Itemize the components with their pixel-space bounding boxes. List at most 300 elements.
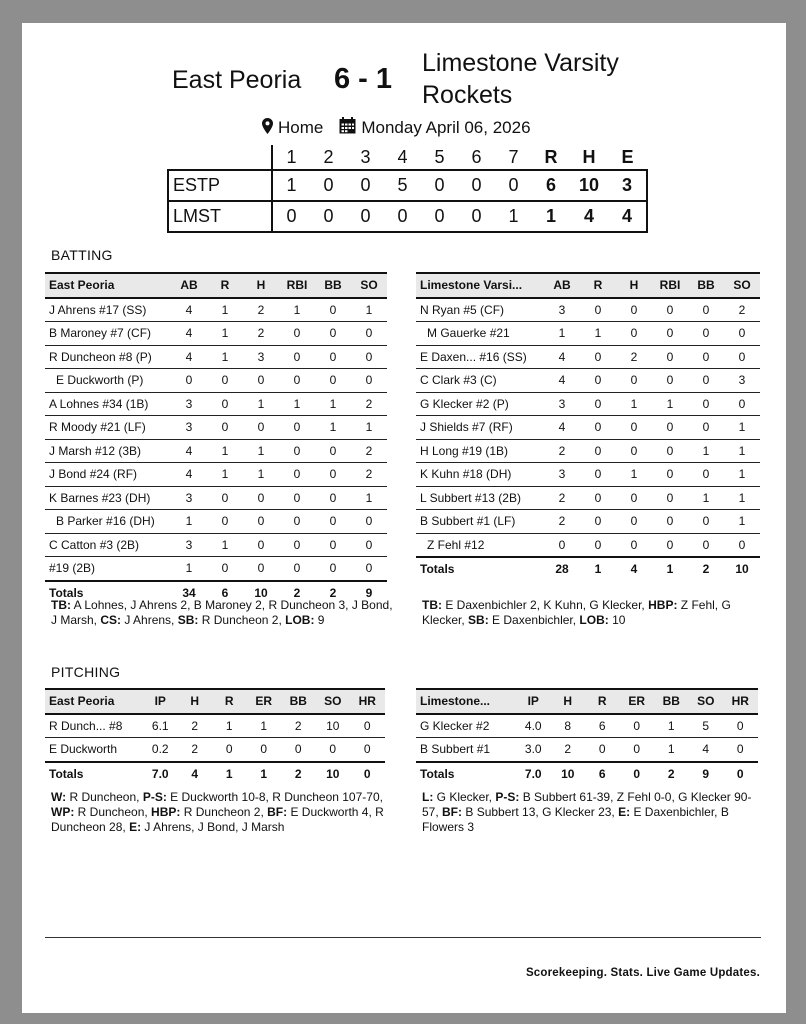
stat-hr: 0 (723, 714, 758, 738)
player-name: G Klecker #2 (416, 714, 516, 738)
stat-bb: 0 (688, 392, 724, 416)
stat-er: 0 (620, 738, 655, 762)
stat-ab: 2 (544, 486, 580, 510)
stat-rbi: 1 (279, 298, 315, 322)
batting-col-h: H (243, 273, 279, 298)
batting-player-row (416, 510, 760, 534)
player-name: J Shields #7 (RF) (416, 416, 544, 440)
player-name: R Moody #21 (LF) (45, 416, 171, 440)
stat-so: 10 (316, 714, 351, 738)
batting-player-row (45, 463, 387, 487)
inning-score: 0 (347, 170, 384, 201)
pitching-totals-row (45, 762, 385, 786)
player-name: J Ahrens #17 (SS) (45, 298, 171, 322)
stat-bb: 0 (281, 738, 316, 762)
stat-so: 0 (351, 533, 387, 557)
stat-r: 0 (207, 510, 243, 534)
inning-score: 0 (310, 201, 347, 232)
inning-header-2: 2 (323, 146, 334, 167)
stat-bb: 0 (688, 298, 724, 322)
pitching-col-h: H (551, 689, 586, 714)
batting-col-h: H (616, 273, 652, 298)
stat-bb: 1 (315, 392, 351, 416)
total-so: 10 (316, 762, 351, 786)
stat-r: 1 (207, 345, 243, 369)
stat-ab: 3 (171, 486, 207, 510)
stat-ab: 2 (544, 510, 580, 534)
stat-r: 0 (580, 416, 616, 440)
player-name: N Ryan #5 (CF) (416, 298, 544, 322)
stat-bb: 0 (688, 322, 724, 346)
stat-r: 0 (585, 738, 620, 762)
footer-tagline: Scorekeeping. Stats. Live Game Updates. (525, 967, 760, 979)
stat-bb: 0 (688, 463, 724, 487)
stat-er: 0 (247, 738, 282, 762)
stat-ab: 4 (171, 345, 207, 369)
stat-bb: 1 (688, 486, 724, 510)
home-team-name: East Peoria (172, 66, 302, 94)
batting-header-row (45, 273, 387, 298)
batting-player-row (45, 369, 387, 393)
home-pitching-notes: W: R Duncheon, P-S: E Duckworth 10-8, R Duncheon 107-70, WP: R Duncheon, HBP: R Duncheon 2, BF: E Duckworth 4, R Duncheon 28, E: J Ahrens, J Bond, J Marsh (51, 790, 384, 834)
pitching-totals-row (416, 762, 758, 786)
inning-score: 1 (495, 201, 532, 232)
stat-bb: 0 (688, 369, 724, 393)
stat-r: 0 (580, 533, 616, 557)
batting-player-row (416, 392, 760, 416)
total-ip: 7.0 (516, 762, 551, 786)
stat-rbi: 0 (652, 322, 688, 346)
total-r: 6 (585, 762, 620, 786)
stat-r: 0 (580, 439, 616, 463)
inning-score: 0 (384, 201, 421, 232)
stat-r: 0 (207, 392, 243, 416)
total-r: 1 (580, 557, 616, 581)
stat-bb: 2 (281, 714, 316, 738)
batting-player-row (45, 298, 387, 322)
stat-r: 1 (207, 533, 243, 557)
stat-ab: 1 (171, 510, 207, 534)
runs-total: 1 (532, 201, 570, 232)
away-batting-notes: TB: E Daxenbichler 2, K Kuhn, G Klecker, HBP: Z Fehl, G Klecker, SB: E Daxenbichler, LOB: 10 (422, 598, 731, 627)
total-h: 10 (243, 581, 279, 605)
batting-team-header: Limestone Varsi... (416, 273, 544, 298)
map-pin-icon (262, 118, 273, 139)
stat-bb: 1 (688, 439, 724, 463)
stat-r: 0 (580, 345, 616, 369)
inning-score: 1 (272, 170, 310, 201)
stat-so: 0 (724, 392, 760, 416)
stat-h: 1 (616, 392, 652, 416)
stat-ab: 4 (544, 369, 580, 393)
stat-h: 2 (243, 322, 279, 346)
inning-score: 0 (310, 170, 347, 201)
away-batting-table (416, 272, 760, 581)
stat-so: 4 (689, 738, 724, 762)
stat-h: 0 (243, 369, 279, 393)
stat-h: 1 (616, 463, 652, 487)
batting-player-row (45, 322, 387, 346)
pitching-player-row (416, 738, 758, 762)
stat-ab: 4 (171, 322, 207, 346)
stat-so: 1 (351, 416, 387, 440)
stat-so: 1 (724, 463, 760, 487)
stat-ip: 3.0 (516, 738, 551, 762)
total-so: 9 (689, 762, 724, 786)
stat-bb: 0 (315, 439, 351, 463)
rhe-header-e: E (621, 146, 634, 167)
stat-ab: 1 (544, 322, 580, 346)
stat-ab: 3 (544, 392, 580, 416)
player-name: K Kuhn #18 (DH) (416, 463, 544, 487)
total-er: 1 (247, 762, 282, 786)
total-so: 9 (351, 581, 387, 605)
batting-player-row (45, 392, 387, 416)
stat-bb: 0 (688, 533, 724, 557)
batting-col-ab: AB (544, 273, 580, 298)
batting-player-row (416, 322, 760, 346)
stat-bb: 1 (315, 416, 351, 440)
stat-h: 2 (243, 298, 279, 322)
stat-bb: 1 (654, 714, 689, 738)
stat-ab: 3 (171, 416, 207, 440)
total-ab: 34 (171, 581, 207, 605)
stat-rbi: 0 (652, 345, 688, 369)
inning-score: 0 (458, 170, 495, 201)
stat-hr: 0 (723, 738, 758, 762)
stat-r: 0 (207, 486, 243, 510)
stat-bb: 1 (654, 738, 689, 762)
batting-player-row (45, 345, 387, 369)
inning-header-5: 5 (434, 146, 445, 167)
batting-col-rbi: RBI (652, 273, 688, 298)
stat-ab: 3 (544, 463, 580, 487)
stat-r: 0 (207, 416, 243, 440)
pitching-col-er: ER (620, 689, 655, 714)
stat-bb: 0 (315, 322, 351, 346)
batting-section-title: BATTING (51, 247, 113, 263)
pitching-col-ip: IP (516, 689, 551, 714)
stat-ab: 0 (544, 533, 580, 557)
stat-h: 0 (243, 416, 279, 440)
stat-so: 1 (724, 510, 760, 534)
hits-total: 10 (570, 170, 608, 201)
inning-score: 0 (458, 201, 495, 232)
hits-total: 4 (570, 201, 608, 232)
stat-h: 2 (616, 345, 652, 369)
stat-hr: 0 (350, 714, 385, 738)
batting-col-r: R (580, 273, 616, 298)
stat-rbi: 0 (652, 416, 688, 440)
stat-bb: 0 (315, 463, 351, 487)
total-so: 10 (724, 557, 760, 581)
batting-player-row (45, 416, 387, 440)
pitching-col-bb: BB (654, 689, 689, 714)
batting-player-row (45, 486, 387, 510)
stat-bb: 0 (315, 533, 351, 557)
total-bb: 2 (654, 762, 689, 786)
stat-r: 6 (585, 714, 620, 738)
batting-player-row (45, 439, 387, 463)
linescore-team-abbr: LMST (168, 201, 272, 232)
total-ip: 7.0 (143, 762, 178, 786)
stat-so: 0 (351, 510, 387, 534)
rhe-header-h: H (582, 146, 596, 167)
game-date: Monday April 06, 2026 (361, 118, 531, 137)
stat-rbi: 1 (652, 392, 688, 416)
stat-hr: 0 (350, 738, 385, 762)
player-name: Z Fehl #12 (416, 533, 544, 557)
stat-ab: 3 (544, 298, 580, 322)
stat-rbi: 0 (279, 510, 315, 534)
pitching-col-hr: HR (350, 689, 385, 714)
stat-ab: 0 (171, 369, 207, 393)
stat-rbi: 0 (279, 463, 315, 487)
stat-rbi: 0 (279, 416, 315, 440)
stat-r: 1 (207, 322, 243, 346)
player-name: B Maroney #7 (CF) (45, 322, 171, 346)
total-h: 4 (616, 557, 652, 581)
stat-ab: 4 (171, 298, 207, 322)
game-location: Home (278, 118, 324, 137)
stat-so: 2 (724, 298, 760, 322)
batting-player-row (416, 463, 760, 487)
pitching-col-r: R (212, 689, 247, 714)
stat-rbi: 0 (279, 533, 315, 557)
batting-player-row (416, 416, 760, 440)
total-er: 0 (620, 762, 655, 786)
stat-so: 0 (724, 345, 760, 369)
pitching-header-row (45, 689, 385, 714)
box-score-page (22, 23, 786, 1013)
runs-total: 6 (532, 170, 570, 201)
stat-rbi: 0 (279, 439, 315, 463)
player-name: E Daxen... #16 (SS) (416, 345, 544, 369)
total-ab: 28 (544, 557, 580, 581)
stat-bb: 0 (315, 345, 351, 369)
pitching-col-hr: HR (723, 689, 758, 714)
stat-rbi: 0 (652, 439, 688, 463)
linescore-header-row (168, 145, 647, 170)
stat-r: 1 (207, 439, 243, 463)
player-name: R Dunch... #8 (45, 714, 143, 738)
stat-h: 2 (551, 738, 586, 762)
inning-header-7: 7 (508, 146, 519, 167)
batting-player-row (416, 369, 760, 393)
stat-so: 2 (351, 439, 387, 463)
batting-player-row (416, 533, 760, 557)
stat-ip: 0.2 (143, 738, 178, 762)
stat-r: 0 (207, 369, 243, 393)
stat-r: 1 (207, 298, 243, 322)
stat-so: 0 (316, 738, 351, 762)
stat-so: 0 (351, 557, 387, 581)
inning-header-3: 3 (360, 146, 371, 167)
rhe-header-r: R (544, 146, 558, 167)
stat-rbi: 0 (652, 463, 688, 487)
stat-rbi: 0 (279, 486, 315, 510)
pitching-team-header: East Peoria (45, 689, 143, 714)
inning-score: 0 (421, 170, 458, 201)
stat-h: 0 (243, 557, 279, 581)
pitching-section-title: PITCHING (51, 664, 121, 680)
stat-so: 2 (351, 463, 387, 487)
stat-bb: 0 (315, 557, 351, 581)
stat-ab: 4 (544, 345, 580, 369)
inning-score: 0 (495, 170, 532, 201)
linescore-table (167, 145, 648, 233)
stat-so: 0 (351, 345, 387, 369)
batting-player-row (416, 298, 760, 322)
linescore-team-header (168, 145, 272, 170)
stat-bb: 0 (315, 486, 351, 510)
totals-label: Totals (45, 762, 143, 786)
home-batting-notes: TB: A Lohnes, J Ahrens 2, B Maroney 2, R Duncheon 3, J Bond, J Marsh, CS: J Ahrens, SB: R Duncheon 2, LOB: 9 (51, 598, 393, 627)
player-name: J Marsh #12 (3B) (45, 439, 171, 463)
stat-h: 2 (178, 714, 213, 738)
stat-so: 2 (351, 392, 387, 416)
player-name: J Bond #24 (RF) (45, 463, 171, 487)
player-name: A Lohnes #34 (1B) (45, 392, 171, 416)
stat-h: 3 (243, 345, 279, 369)
stat-bb: 0 (688, 345, 724, 369)
total-h: 10 (551, 762, 586, 786)
stat-bb: 0 (688, 416, 724, 440)
stat-h: 1 (243, 439, 279, 463)
batting-col-r: R (207, 273, 243, 298)
stat-bb: 0 (315, 298, 351, 322)
pitching-header-row (416, 689, 758, 714)
player-name: C Catton #3 (2B) (45, 533, 171, 557)
stat-r: 0 (212, 738, 247, 762)
stat-r: 0 (580, 298, 616, 322)
stat-r: 0 (580, 510, 616, 534)
home-batting-table (45, 272, 387, 604)
pitching-col-so: SO (689, 689, 724, 714)
batting-col-bb: BB (688, 273, 724, 298)
away-pitching-table (416, 688, 758, 785)
total-hr: 0 (723, 762, 758, 786)
total-bb: 2 (281, 762, 316, 786)
batting-player-row (45, 510, 387, 534)
total-rbi: 1 (652, 557, 688, 581)
stat-er: 0 (620, 714, 655, 738)
pitching-col-er: ER (247, 689, 282, 714)
away-pitching-notes: L: G Klecker, P-S: B Subbert 61-39, Z Fehl 0-0, G Klecker 90-57, BF: B Subbert 13, G Klecker 23, E: E Daxenbichler, B Flowers 3 (422, 790, 752, 834)
stat-h: 0 (616, 298, 652, 322)
player-name: R Duncheon #8 (P) (45, 345, 171, 369)
errors-total: 4 (608, 201, 647, 232)
linescore-row (168, 170, 647, 201)
away-team-name: Limestone Varsity Rockets (422, 49, 619, 109)
pitching-col-r: R (585, 689, 620, 714)
stat-so: 0 (724, 322, 760, 346)
player-name: K Barnes #23 (DH) (45, 486, 171, 510)
pitching-col-bb: BB (281, 689, 316, 714)
stat-so: 1 (724, 486, 760, 510)
stat-ab: 2 (544, 439, 580, 463)
final-score: 6 - 1 (334, 63, 393, 95)
errors-total: 3 (608, 170, 647, 201)
inning-header-6: 6 (471, 146, 482, 167)
stat-h: 0 (243, 510, 279, 534)
stat-so: 5 (689, 714, 724, 738)
stat-ab: 3 (171, 533, 207, 557)
batting-team-header: East Peoria (45, 273, 171, 298)
player-name: B Parker #16 (DH) (45, 510, 171, 534)
stat-h: 0 (616, 322, 652, 346)
stat-so: 1 (724, 439, 760, 463)
total-hr: 0 (350, 762, 385, 786)
stat-er: 1 (247, 714, 282, 738)
totals-label: Totals (416, 557, 544, 581)
pitching-col-h: H (178, 689, 213, 714)
batting-col-so: SO (351, 273, 387, 298)
total-r: 1 (212, 762, 247, 786)
stat-h: 2 (178, 738, 213, 762)
batting-col-so: SO (724, 273, 760, 298)
player-name: M Gauerke #21 (416, 322, 544, 346)
stat-ab: 4 (544, 416, 580, 440)
stat-rbi: 0 (652, 533, 688, 557)
stat-r: 0 (580, 392, 616, 416)
player-name: G Klecker #2 (P) (416, 392, 544, 416)
stat-h: 1 (243, 463, 279, 487)
stat-h: 0 (616, 439, 652, 463)
stat-rbi: 0 (652, 369, 688, 393)
stat-r: 1 (207, 463, 243, 487)
stat-h: 0 (243, 486, 279, 510)
stat-rbi: 0 (652, 510, 688, 534)
player-name: C Clark #3 (C) (416, 369, 544, 393)
player-name: L Subbert #13 (2B) (416, 486, 544, 510)
batting-player-row (45, 533, 387, 557)
stat-r: 0 (580, 463, 616, 487)
inning-score: 0 (421, 201, 458, 232)
stat-r: 0 (580, 369, 616, 393)
inning-score: 0 (347, 201, 384, 232)
stat-h: 0 (616, 416, 652, 440)
stat-ip: 4.0 (516, 714, 551, 738)
batting-header-row (416, 273, 760, 298)
batting-totals-row (416, 557, 760, 581)
inning-score: 5 (384, 170, 421, 201)
game-meta (262, 117, 531, 139)
stat-r: 1 (212, 714, 247, 738)
player-name: E Duckworth (P) (45, 369, 171, 393)
stat-h: 0 (616, 510, 652, 534)
stat-rbi: 0 (652, 486, 688, 510)
total-rbi: 2 (279, 581, 315, 605)
stat-so: 0 (351, 322, 387, 346)
stat-ab: 1 (171, 557, 207, 581)
footer-divider (45, 937, 761, 938)
pitching-team-header: Limestone... (416, 689, 516, 714)
batting-col-ab: AB (171, 273, 207, 298)
player-name: #19 (2B) (45, 557, 171, 581)
player-name: E Duckworth (45, 738, 143, 762)
stat-rbi: 0 (279, 322, 315, 346)
batting-player-row (416, 345, 760, 369)
total-r: 6 (207, 581, 243, 605)
linescore-row (168, 201, 647, 232)
stat-so: 3 (724, 369, 760, 393)
stat-so: 1 (351, 298, 387, 322)
stat-bb: 0 (688, 510, 724, 534)
stat-rbi: 0 (279, 369, 315, 393)
total-h: 4 (178, 762, 213, 786)
batting-player-row (416, 486, 760, 510)
